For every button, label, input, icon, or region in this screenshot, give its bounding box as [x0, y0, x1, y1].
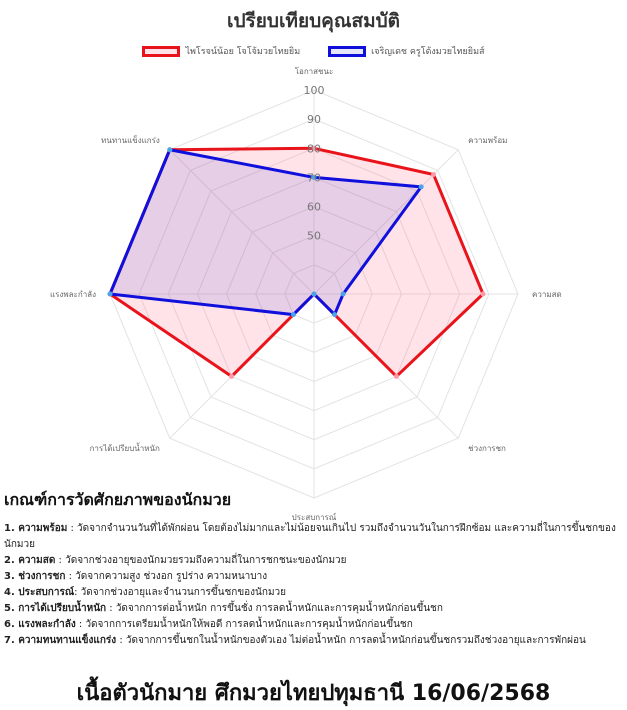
series-2-point [341, 292, 346, 297]
series-2-point [167, 147, 172, 152]
criteria-item [4, 585, 620, 601]
criteria-section [4, 488, 620, 649]
tick-label: 90 [307, 113, 321, 127]
criteria-item-text: : วัดจากการต่อน้ำหนัก การขึ้นชั่ง การลดน้ำหนักและการคุมน้ำหนักก่อนขึ้นชก [106, 603, 443, 614]
legend-label-series-2: เจริญเดช ครูโด้งมวยไทยยิมส์ [371, 47, 485, 57]
axis-label: แรงพละกำลัง [50, 290, 96, 299]
legend-item-series-1[interactable] [142, 44, 300, 58]
criteria-item [4, 521, 620, 553]
series-2-point [419, 184, 424, 189]
tick-label: 70 [307, 171, 321, 185]
criteria-item [4, 569, 620, 585]
axis-label: ทนทานแข็งแกร่ง [101, 135, 160, 145]
criteria-item-label: 4. ประสบการณ์ [4, 587, 75, 598]
legend-swatch-series-1 [142, 46, 180, 57]
criteria-heading: เกณฑ์การวัดศักยภาพของนักมวย [4, 490, 232, 509]
axis-label: ประสบการณ์ [291, 513, 337, 522]
legend-item-series-2[interactable] [328, 44, 484, 58]
series-2-point [108, 292, 113, 297]
criteria-item-text: : วัดจากจำนวนวันที่ได้พักผ่อน โดยต้องไม่มากและไม่น้อยจนเกินไป รวมถึงจำนวนวันในการฝึกซ้อม และความถี่ในการขึ้นชกของนักมวย [4, 523, 616, 550]
criteria-item-label: 5. การได้เปรียบน้ำหนัก [4, 603, 107, 614]
axis-label: โอกาสชนะ [294, 67, 334, 76]
axis-label: ความสด [532, 290, 562, 299]
chart-title: เปรียบเทียบคุณสมบัติ [226, 10, 401, 32]
axis-label: ช่วงการชก [468, 444, 506, 454]
criteria-item-text: : วัดจากช่วงอายุของนักมวยรวมถึงความถี่ในการชกชนะของนักมวย [55, 555, 347, 566]
criteria-item [4, 553, 620, 569]
footer-title: เนื้อตัวนักมาย ศึกมวยไทยปทุมธานี 16/06/2568 [76, 681, 551, 706]
criteria-item-label: 1. ความพร้อม [4, 523, 68, 534]
series-2-point [291, 312, 296, 317]
criteria-item-text: : วัดจากการเตรียมน้ำหนักให้พอดี การลดน้ำหนักและการคุมน้ำหนักก่อนขึ้นชก [75, 619, 413, 630]
criteria-item [4, 633, 620, 649]
criteria-list [4, 521, 620, 649]
series-1-point [481, 292, 486, 297]
tick-label: 60 [307, 200, 321, 214]
criteria-item-text: : วัดจากช่วงอายุและจำนวนการขึ้นชกของนักมวย [74, 587, 287, 598]
legend-swatch-series-2 [328, 46, 366, 57]
series-2-point [312, 292, 317, 297]
criteria-item-label: 7. ความทนทานแข็งแกร่ง [4, 635, 117, 646]
tick-label: 100 [303, 84, 325, 97]
chart-legend [0, 44, 627, 58]
legend-label-series-1: ไพโรจน์น้อย โจโจ้มวยไทยยิม [185, 47, 301, 57]
tick-label: 50 [307, 229, 321, 243]
tick-label: 80 [307, 142, 321, 156]
criteria-item-text: : วัดจากการขึ้นชกในน้ำหนักของตัวเอง ไม่ต่อน้ำหนัก การลดน้ำหนักก่อนขึ้นชกรวมถึงช่วงอายุและการพักผ่อน [116, 635, 586, 646]
axis-label: การได้เปรียบน้ำหนัก [89, 444, 160, 454]
criteria-item-label: 6. แรงพละกำลัง [4, 619, 76, 630]
criteria-item [4, 617, 620, 633]
series-1-point [431, 172, 436, 177]
criteria-item-label: 3. ช่วงการชก [4, 571, 66, 582]
axis-label: ความพร้อม [468, 135, 508, 145]
series-1-point [394, 374, 399, 379]
criteria-item-label: 2. ความสด [4, 555, 56, 566]
criteria-item-text: : วัดจากความสูง ช่วงอก รูปร่าง ความหนาบาง [65, 571, 268, 582]
series-1-point [229, 374, 234, 379]
series-2-point [332, 312, 337, 317]
criteria-item [4, 601, 620, 617]
